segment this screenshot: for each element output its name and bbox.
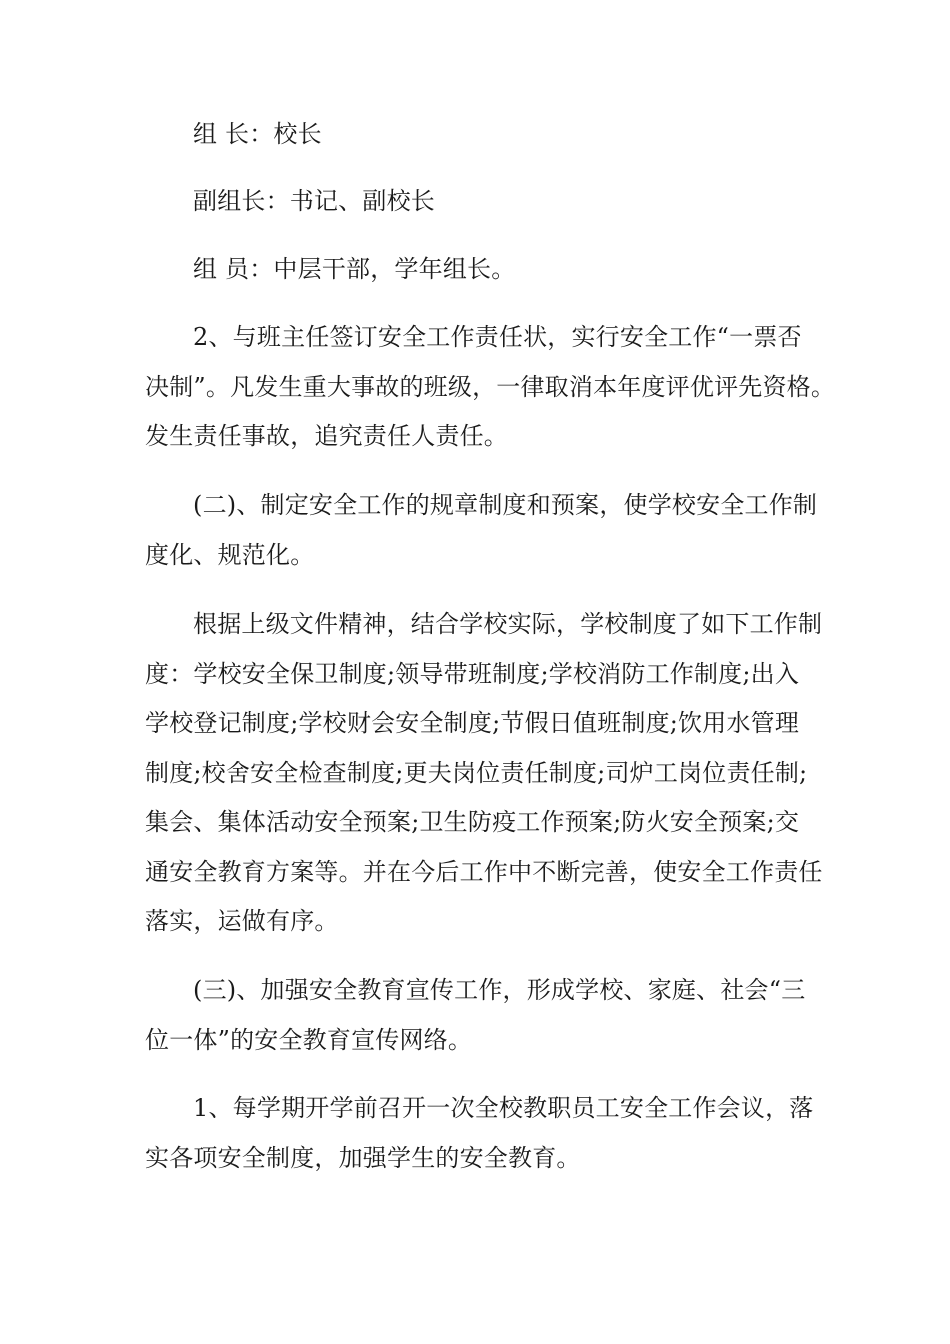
text-line: 位一体”的安全教育宣传网络。	[145, 1025, 473, 1054]
text-line: 实各项安全制度，加强学生的安全教育。	[145, 1143, 581, 1172]
paragraph-regulations	[145, 600, 823, 947]
text-line: 副组长：书记、副校长	[193, 187, 435, 215]
paragraph-deputy-leader	[145, 177, 810, 227]
text-line: 学校登记制度;学校财会安全制度;节假日值班制度;饮用水管理	[145, 709, 800, 737]
text-line: 制度;校舍安全检查制度;更夫岗位责任制度;司炉工岗位责任制;	[145, 758, 808, 787]
text-line: 度：学校安全保卫制度;领导带班制度;学校消防工作制度;出入	[145, 659, 800, 688]
paragraph-responsibility	[145, 313, 836, 462]
paragraph-meeting	[145, 1084, 814, 1183]
text-line: 发生责任事故，追究责任人责任。	[145, 422, 508, 450]
text-line: (三)、加强安全教育宣传工作，形成学校、家庭、社会“三	[193, 976, 806, 1004]
text-line: 组 长：校长	[193, 120, 322, 148]
text-line: 根据上级文件精神，结合学校实际，学校制度了如下工作制	[193, 610, 823, 638]
text-line: 度化、规范化。	[145, 540, 315, 569]
paragraph-group-leader	[145, 110, 810, 160]
paragraph-section-three-heading	[145, 966, 810, 1065]
paragraph-group-members	[145, 245, 810, 295]
text-line: 1、每学期开学前召开一次全校教职员工安全工作会议，落	[193, 1094, 814, 1122]
text-line: 组 员：中层干部，学年组长。	[193, 255, 516, 283]
text-line: 落实，运做有序。	[145, 907, 339, 935]
text-line: 集会、集体活动安全预案;卫生防疫工作预案;防火安全预案;交	[145, 808, 800, 836]
text-line: 通安全教育方案等。并在今后工作中不断完善，使安全工作责任	[145, 857, 823, 886]
text-line: 决制”。凡发生重大事故的班级，一律取消本年度评优评先资格。	[145, 372, 836, 401]
text-line: (二)、制定安全工作的规章制度和预案，使学校安全工作制	[193, 491, 818, 519]
paragraph-section-two-heading	[145, 481, 818, 580]
text-line: 2、与班主任签订安全工作责任状，实行安全工作“一票否	[193, 323, 802, 351]
